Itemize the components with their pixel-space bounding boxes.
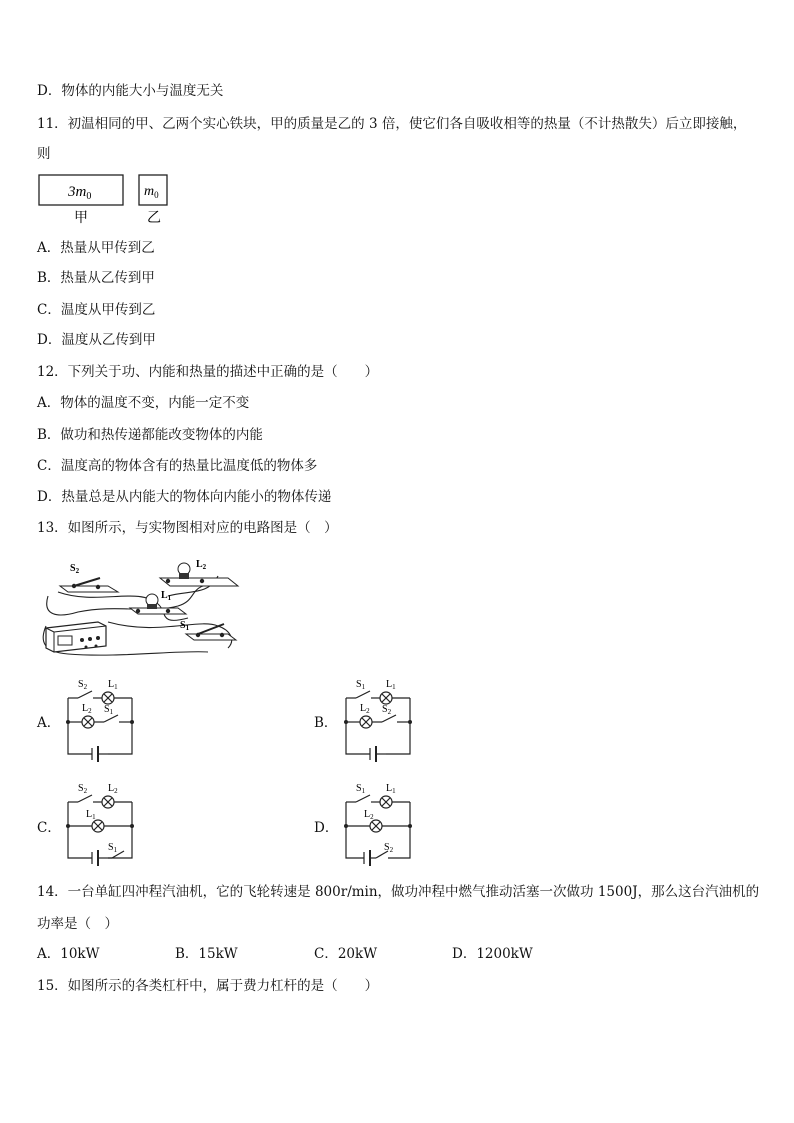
circuit-a-top-switch-label: $S_2$ bbox=[78, 679, 88, 691]
q13-option-c-label: C． bbox=[37, 820, 61, 836]
q11-option-d: D．温度从乙传到甲 bbox=[37, 332, 156, 348]
q13-option-d-label: D． bbox=[314, 820, 339, 836]
q13-physical-circuit-photo bbox=[38, 556, 246, 658]
circuit-a-top-lamp-label: $L_1$ bbox=[108, 679, 118, 691]
q10-option-d: D．物体的内能大小与温度无关 bbox=[37, 83, 224, 99]
photo-power-supply bbox=[46, 622, 106, 652]
block-yi-mass: $m_0$ bbox=[144, 184, 159, 200]
q11-stem-continued: 则 bbox=[37, 146, 51, 162]
circuit-a-mid-lamp-label: $L_2$ bbox=[82, 703, 92, 715]
q13-circuit-b bbox=[340, 676, 420, 768]
q15-stem: 15．如图所示的各类杠杆中，属于费力杠杆的是（ ） bbox=[37, 978, 379, 994]
q12-stem: 12．下列关于功、内能和热量的描述中正确的是（ ） bbox=[37, 364, 379, 380]
circuit-d-bottom-switch-label: $S_2$ bbox=[384, 842, 394, 854]
q11-stem: 11．初温相同的甲、乙两个实心铁块，甲的质量是乙的 3 倍，使它们各自吸收相等的热量（不计热散失）后立即接触， bbox=[37, 116, 747, 132]
photo-label-l2: $L_2$ bbox=[196, 559, 207, 571]
circuit-b-mid-lamp-label: $L_2$ bbox=[360, 703, 370, 715]
q13-stem: 13．如图所示，与实物图相对应的电路图是（ ） bbox=[37, 520, 338, 536]
q14-stem-continued: 功率是（ ） bbox=[37, 916, 118, 932]
q14-stem: 14．一台单缸四冲程汽油机，它的飞轮转速是 800r/min，做功冲程中燃气推动活塞一次做功 1500J，那么这台汽油机的 bbox=[37, 884, 760, 900]
circuit-b-mid-switch-label: $S_2$ bbox=[382, 704, 392, 716]
q13-circuit-c bbox=[62, 780, 142, 870]
circuit-b-top-lamp-label: $L_1$ bbox=[386, 679, 396, 691]
label-jia: 甲 bbox=[74, 211, 88, 226]
q14-option-b: B．15kW bbox=[175, 946, 238, 962]
q12-option-d: D．热量总是从内能大的物体向内能小的物体传递 bbox=[37, 489, 332, 505]
circuit-c-bottom-switch-label: $S_1$ bbox=[108, 842, 118, 854]
q11-figure-blocks bbox=[38, 174, 178, 226]
q11-option-c: C．温度从甲传到乙 bbox=[37, 302, 156, 318]
label-yi: 乙 bbox=[147, 211, 161, 226]
photo-switch-s2 bbox=[60, 578, 118, 592]
q13-option-a-label: A． bbox=[37, 715, 61, 731]
block-jia-mass: $3m_0$ bbox=[68, 184, 92, 202]
q14-option-c: C．20kW bbox=[314, 946, 378, 962]
q13-circuit-d bbox=[340, 780, 420, 870]
q13-option-b-label: B． bbox=[314, 715, 338, 731]
q12-option-c: C．温度高的物体含有的热量比温度低的物体多 bbox=[37, 458, 318, 474]
circuit-d-top-lamp-label: $L_1$ bbox=[386, 783, 396, 795]
circuit-d-top-switch-label: $S_1$ bbox=[356, 783, 366, 795]
q12-option-a: A．物体的温度不变，内能一定不变 bbox=[37, 395, 250, 411]
q11-option-a: A．热量从甲传到乙 bbox=[37, 240, 155, 256]
circuit-c-mid-lamp-label: $L_1$ bbox=[86, 809, 96, 821]
photo-label-s1: $S_1$ bbox=[180, 620, 190, 632]
circuit-c-top-switch-label: $S_2$ bbox=[78, 783, 88, 795]
q11-option-b: B．热量从乙传到甲 bbox=[37, 270, 155, 286]
circuit-d-mid-lamp-label: $L_2$ bbox=[364, 809, 374, 821]
q13-circuit-a bbox=[62, 676, 142, 768]
circuit-c-top-lamp-label: $L_2$ bbox=[108, 783, 118, 795]
q14-option-d: D．1200kW bbox=[452, 946, 533, 962]
q12-option-b: B．做功和热传递都能改变物体的内能 bbox=[37, 427, 263, 443]
photo-label-l1: $L_1$ bbox=[161, 590, 172, 602]
circuit-b-top-switch-label: $S_1$ bbox=[356, 679, 366, 691]
circuit-a-mid-switch-label: $S_1$ bbox=[104, 704, 114, 716]
q14-option-a: A．10kW bbox=[37, 946, 100, 962]
photo-label-s2: $S_2$ bbox=[70, 563, 80, 575]
